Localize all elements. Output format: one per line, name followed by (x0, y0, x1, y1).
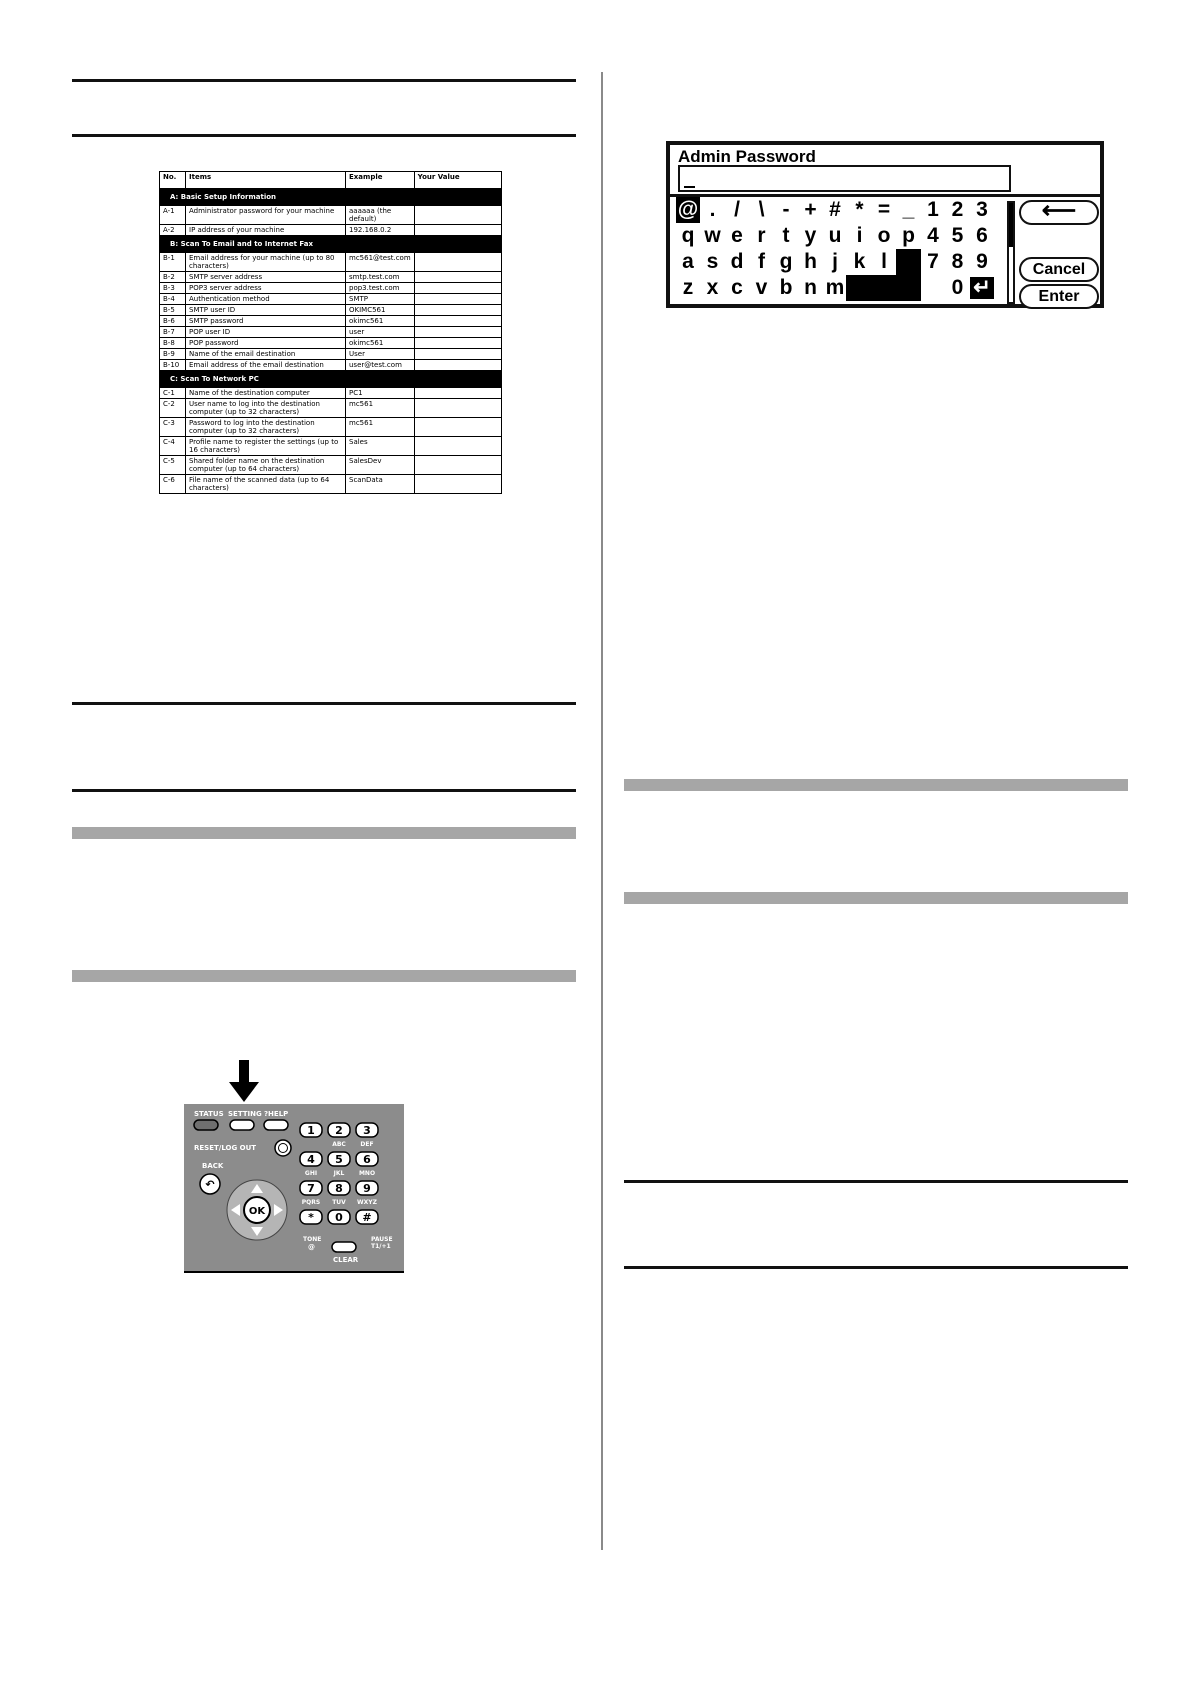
row-item: Administrator password for your machine (186, 206, 346, 225)
key-s[interactable]: s (706, 250, 719, 273)
table-row (160, 305, 502, 316)
row-your-value[interactable] (414, 388, 501, 399)
row-your-value[interactable] (414, 283, 501, 294)
help-button[interactable] (264, 1120, 288, 1130)
row-example: User (346, 349, 415, 360)
table-row (160, 253, 502, 272)
ok-label: OK (248, 1206, 266, 1217)
key-0[interactable]: 0 (951, 276, 964, 299)
clear-button[interactable] (332, 1242, 356, 1252)
tone-label: TONE (303, 1236, 322, 1243)
blank-key-area (896, 249, 921, 275)
table-row (160, 349, 502, 360)
key-3[interactable]: 3 (976, 198, 988, 221)
row-your-value[interactable] (414, 437, 501, 456)
keypad-digit: 6 (363, 1153, 371, 1166)
row-number: B-6 (160, 316, 186, 327)
row-example: Sales (346, 437, 415, 456)
table-row (160, 272, 502, 283)
cancel-button[interactable]: Cancel (1019, 257, 1099, 282)
table-row (160, 399, 502, 418)
admin-password-screen (666, 141, 1104, 308)
table-row (160, 206, 502, 225)
row-example: ScanData (346, 475, 415, 494)
subsection-bar (72, 827, 576, 839)
row-item: Shared folder name on the destination computer (up to 64 characters) (186, 456, 346, 475)
row-your-value[interactable] (414, 316, 501, 327)
row-example: 192.168.0.2 (346, 225, 415, 236)
pause-label: PAUSE (371, 1236, 393, 1243)
key-h[interactable]: h (804, 250, 817, 273)
reset-button[interactable] (275, 1140, 291, 1156)
password-input[interactable] (678, 165, 1011, 192)
row-number: C-1 (160, 388, 186, 399)
row-item: Password to log into the destination computer (up to 32 characters) (186, 418, 346, 437)
subsection-bar (624, 779, 1128, 791)
header-no: No. (160, 172, 186, 189)
row-item: Email address of the email destination (186, 360, 346, 371)
row-item: User name to log into the destination computer (up to 32 characters) (186, 399, 346, 418)
key-symbol[interactable]: \ (758, 198, 765, 221)
keypad-digit: # (362, 1211, 372, 1224)
section-title: B: Scan To Email and to Internet Fax (160, 236, 502, 253)
row-your-value[interactable] (414, 475, 501, 494)
row-item: POP password (186, 338, 346, 349)
header-example: Example (346, 172, 415, 189)
table-header-row (160, 172, 502, 189)
key-q[interactable]: q (681, 224, 695, 247)
row-example: user@test.com (346, 360, 415, 371)
keypad-letters: ABC (332, 1141, 346, 1148)
key-d[interactable]: d (730, 250, 744, 273)
key-symbol[interactable]: = (877, 198, 891, 221)
enter-button[interactable]: Enter (1019, 284, 1099, 309)
row-your-value[interactable] (414, 206, 501, 225)
row-item: IP address of your machine (186, 225, 346, 236)
screen-title: Admin Password (678, 147, 816, 166)
status-button[interactable] (194, 1120, 218, 1130)
key-5[interactable]: 5 (951, 224, 964, 247)
row-your-value[interactable] (414, 253, 501, 272)
row-item: POP3 server address (186, 283, 346, 294)
table-row (160, 475, 502, 494)
key-1[interactable]: 1 (927, 198, 939, 221)
key-o[interactable]: o (877, 224, 891, 247)
key-2[interactable]: 2 (951, 198, 964, 221)
key-p[interactable]: p (902, 224, 915, 247)
keypad-letters: MNO (358, 1170, 376, 1177)
row-number: B-4 (160, 294, 186, 305)
table-row (160, 225, 502, 236)
row-number: B-5 (160, 305, 186, 316)
key-9[interactable]: 9 (976, 250, 988, 273)
row-your-value[interactable] (414, 456, 501, 475)
status-label: STATUS (194, 1110, 224, 1118)
table-section-header (160, 189, 502, 206)
row-example: okimc561 (346, 338, 415, 349)
key-symbol[interactable]: _ (902, 198, 915, 221)
key-f[interactable]: f (758, 250, 765, 273)
row-item: Name of the email destination (186, 349, 346, 360)
table-row (160, 437, 502, 456)
key-e[interactable]: e (731, 224, 743, 247)
keypad-digit: 0 (335, 1211, 343, 1224)
row-example: SalesDev (346, 456, 415, 475)
row-number: B-10 (160, 360, 186, 371)
key-7[interactable]: 7 (927, 250, 939, 273)
key-x[interactable]: x (706, 276, 719, 299)
key-l[interactable]: l (881, 250, 887, 273)
keypad-digit: 4 (307, 1153, 315, 1166)
table-row (160, 294, 502, 305)
row-number: B-1 (160, 253, 186, 272)
row-example: OKIMC561 (346, 305, 415, 316)
key-t[interactable]: t (782, 224, 790, 247)
row-example: okimc561 (346, 316, 415, 327)
key-symbol[interactable]: # (829, 198, 841, 221)
on-screen-keyboard (676, 197, 1002, 301)
section-rule (624, 1266, 1128, 1269)
row-number: B-7 (160, 327, 186, 338)
key-k[interactable]: k (853, 250, 866, 273)
clear-label: CLEAR (333, 1256, 359, 1264)
tone-at-label: @ (308, 1243, 315, 1251)
row-number: B-2 (160, 272, 186, 283)
keypad-digit: 7 (307, 1182, 315, 1195)
subsection-bar (72, 970, 576, 982)
row-number: C-2 (160, 399, 186, 418)
column-divider (601, 72, 603, 1550)
text-cursor (684, 186, 695, 188)
header-your-value: Your Value (414, 172, 501, 189)
key-symbol[interactable]: + (804, 198, 817, 221)
section-rule (72, 702, 576, 705)
return-key-icon[interactable]: ↵ (970, 277, 994, 299)
row-number: B-8 (160, 338, 186, 349)
key-n[interactable]: n (804, 276, 817, 299)
key-a[interactable]: a (682, 250, 694, 273)
key-r[interactable]: r (757, 224, 766, 247)
row-number: C-5 (160, 456, 186, 475)
keypad-digit: 5 (335, 1153, 343, 1166)
key-w[interactable]: w (704, 224, 721, 247)
section-rule (72, 134, 576, 137)
back-label: BACK (202, 1162, 224, 1170)
row-item: Email address for your machine (up to 80 characters) (186, 253, 346, 272)
section-title: A: Basic Setup Information (160, 189, 502, 206)
key-u[interactable]: u (828, 224, 842, 247)
row-example: mc561 (346, 399, 415, 418)
setup-info-table (159, 171, 502, 494)
key-z[interactable]: z (682, 276, 694, 299)
top-rule (72, 79, 576, 82)
setting-label: SETTING (228, 1110, 262, 1118)
blank-key-area (846, 275, 921, 301)
reset-label: RESET/LOG OUT (194, 1144, 257, 1152)
keypad-digit: 9 (363, 1182, 371, 1195)
subsection-bar (624, 892, 1128, 904)
row-item: File name of the scanned data (up to 64 characters) (186, 475, 346, 494)
key-symbol[interactable]: . (709, 198, 716, 221)
row-example: PC1 (346, 388, 415, 399)
table-row (160, 388, 502, 399)
section-rule (72, 789, 576, 792)
key-symbol[interactable]: @ (677, 198, 699, 221)
row-example: user (346, 327, 415, 338)
row-your-value[interactable] (414, 305, 501, 316)
keypad-letters: DEF (360, 1141, 374, 1148)
row-number: B-9 (160, 349, 186, 360)
row-your-value[interactable] (414, 418, 501, 437)
table-row (160, 327, 502, 338)
pause-sub-label: T1/+1 (371, 1243, 391, 1250)
row-example: mc561@test.com (346, 253, 415, 272)
row-item: Name of the destination computer (186, 388, 346, 399)
row-example: mc561 (346, 418, 415, 437)
row-number: C-6 (160, 475, 186, 494)
row-item: SMTP server address (186, 272, 346, 283)
row-number: C-3 (160, 418, 186, 437)
keyboard-scrollbar[interactable] (1007, 201, 1015, 304)
key-symbol[interactable]: - (782, 198, 790, 221)
row-your-value[interactable] (414, 272, 501, 283)
keypad-letters: TUV (332, 1199, 346, 1206)
row-number: A-1 (160, 206, 186, 225)
key-c[interactable]: c (731, 276, 743, 299)
keypad-digit: 1 (307, 1124, 315, 1137)
backspace-button[interactable]: ⟵ (1019, 200, 1099, 225)
row-example: SMTP (346, 294, 415, 305)
key-m[interactable]: m (825, 276, 845, 299)
scrollbar-thumb[interactable] (1009, 203, 1013, 247)
section-title: C: Scan To Network PC (160, 371, 502, 388)
control-panel-illustration (182, 1060, 406, 1274)
key-symbol[interactable]: / (734, 198, 740, 221)
row-your-value[interactable] (414, 349, 501, 360)
help-label: ?HELP (264, 1110, 289, 1118)
row-number: A-2 (160, 225, 186, 236)
table-row (160, 338, 502, 349)
key-4[interactable]: 4 (927, 224, 939, 247)
header-items: Items (186, 172, 346, 189)
key-g[interactable]: g (779, 250, 793, 273)
keypad-digit: * (308, 1211, 314, 1224)
row-your-value[interactable] (414, 338, 501, 349)
back-arrow-icon: ↶ (205, 1178, 215, 1191)
row-item: Authentication method (186, 294, 346, 305)
key-i[interactable]: i (856, 224, 863, 247)
pointer-arrow-icon (229, 1060, 259, 1102)
row-number: C-4 (160, 437, 186, 456)
key-y[interactable]: y (804, 224, 817, 247)
key-b[interactable]: b (779, 276, 793, 299)
table-row (160, 456, 502, 475)
table-row (160, 283, 502, 294)
keypad-letters: PQRS (301, 1199, 321, 1206)
setting-button[interactable] (230, 1120, 254, 1130)
keypad-letters: WXYZ (357, 1199, 377, 1206)
row-number: B-3 (160, 283, 186, 294)
keypad-digit: 8 (335, 1182, 343, 1195)
table-row (160, 360, 502, 371)
table-section-header (160, 371, 502, 388)
table-row (160, 418, 502, 437)
section-rule (624, 1180, 1128, 1183)
row-item: POP user ID (186, 327, 346, 338)
keypad-digit: 2 (335, 1124, 343, 1137)
row-example: aaaaaa (the default) (346, 206, 415, 225)
row-your-value[interactable] (414, 225, 501, 236)
row-your-value[interactable] (414, 327, 501, 338)
key-8[interactable]: 8 (951, 250, 964, 273)
row-your-value[interactable] (414, 360, 501, 371)
keypad-digit: 3 (363, 1124, 371, 1137)
key-v[interactable]: v (755, 276, 768, 299)
row-item: SMTP user ID (186, 305, 346, 316)
row-your-value[interactable] (414, 399, 501, 418)
table-row (160, 316, 502, 327)
row-item: Profile name to register the settings (up to 16 characters) (186, 437, 346, 456)
keypad-letters: GHI (304, 1170, 318, 1177)
keypad-letters: JKL (333, 1170, 345, 1177)
key-symbol[interactable]: * (855, 198, 864, 221)
row-example: smtp.test.com (346, 272, 415, 283)
row-item: SMTP password (186, 316, 346, 327)
table-section-header (160, 236, 502, 253)
key-6[interactable]: 6 (976, 224, 988, 247)
row-your-value[interactable] (414, 294, 501, 305)
row-example: pop3.test.com (346, 283, 415, 294)
key-j[interactable]: j (832, 250, 838, 273)
